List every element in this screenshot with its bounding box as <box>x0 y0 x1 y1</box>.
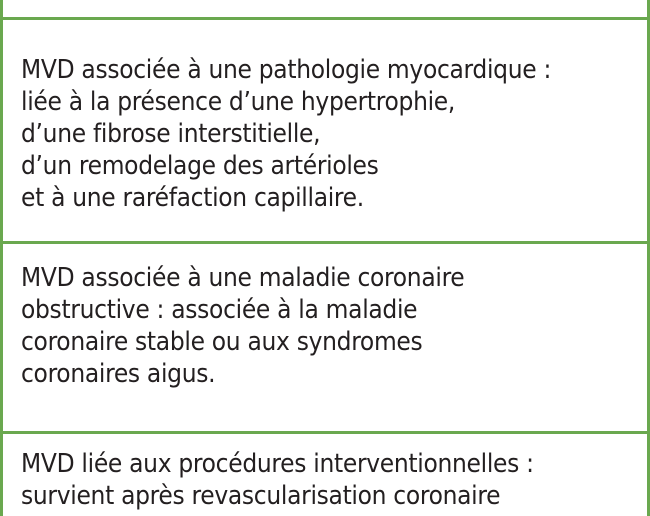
table-row-obstructive-coronary-disease: MVD associée à une maladie coronaire obstructive : associée à la maladie coronaire stable ou aux syndromes coronaires aigus. <box>0 244 650 434</box>
table-row-previous <box>0 0 650 20</box>
table-row-myocardial-pathology: MVD associée à une pathologie myocardique : liée à la présence d’une hypertrophie, d’une fibrose interstitielle, d’un remodelage des artérioles et à une raréfaction capillaire. <box>0 20 650 244</box>
table-row-interventional-procedures: MVD liée aux procédures interventionnelles : survient après revascularisation coronaire <box>0 434 650 516</box>
